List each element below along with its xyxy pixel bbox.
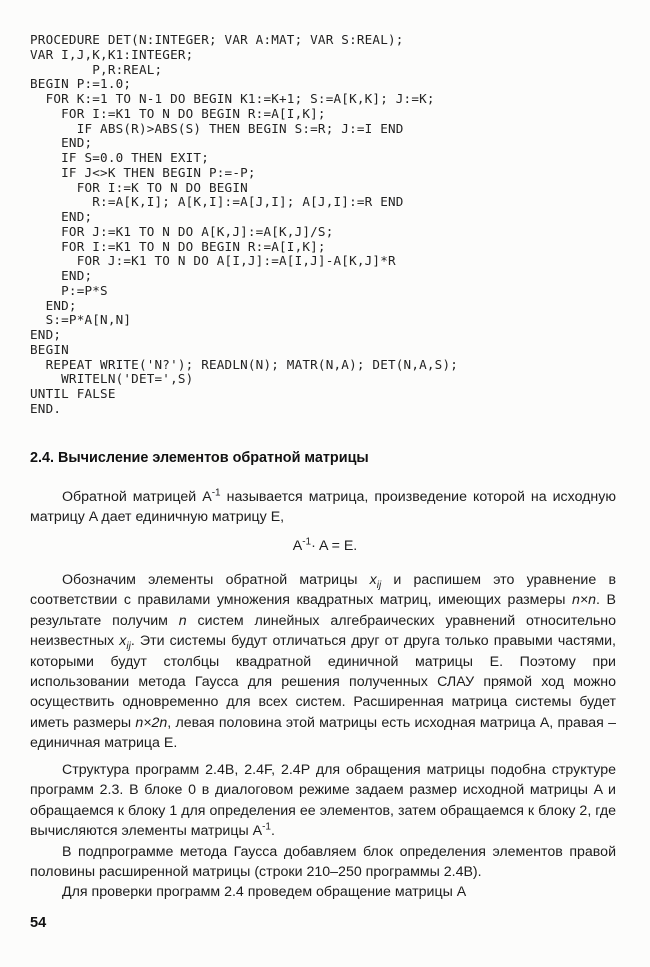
paragraph-text: . Эти системы будут отличаться друг от друга только правыми частями, которыми будут столбцы квадратной единичной матрицы E. Поэтому при использовании метода Гаусса для решения полученных СЛАУ прямой ход можно осуществить одновременно для всех систем. Расширенная матрица системы будет иметь размеры xyxy=(30,633,616,731)
code-line: FOR I:=K TO N DO BEGIN xyxy=(30,179,248,195)
code-line: END; xyxy=(30,268,93,283)
code-line: FOR K:=1 TO N-1 DO BEGIN K1:=K+1; S:=A[K,K]; J:=K; xyxy=(30,91,435,106)
paragraph-text: В подпрограмме метода Гаусса добавляем блок определения элементов правой половины расширенной матрицы (строки 210–250 программы 2.4B). xyxy=(30,844,616,881)
paragraph-text: , левая половина этой матрицы есть исходная матрица A, правая – единичная матрица E. xyxy=(30,714,616,752)
code-line: END; xyxy=(30,297,77,313)
math-variable: x xyxy=(119,633,127,650)
formula-superscript: -1 xyxy=(302,536,312,548)
math-variable: x xyxy=(369,572,377,588)
code-line: END; xyxy=(30,327,62,342)
page-number: 54 xyxy=(30,915,47,931)
code-line: FOR J:=K1 TO N DO A[I,J]:=A[I,J]-A[K,J]*R xyxy=(30,253,396,269)
code-line: P,R:REAL; xyxy=(30,61,163,77)
code-line: UNTIL FALSE xyxy=(30,386,116,401)
code-line: FOR I:=K1 TO N DO BEGIN R:=A[I,K]; xyxy=(30,105,326,121)
code-line: IF J<>K THEN BEGIN P:=-P; xyxy=(30,164,256,180)
formula-term: A xyxy=(292,538,303,554)
formula-inverse xyxy=(0,538,650,554)
code-line: WRITELN('DET=',S) xyxy=(30,371,194,387)
code-line: IF ABS(R)>ABS(S) THEN BEGIN S:=R; J:=I END xyxy=(30,120,404,136)
math-subscript: ij xyxy=(126,641,131,653)
code-line: VAR I,J,K,K1:INTEGER; xyxy=(30,46,194,62)
paragraph-text: . xyxy=(270,823,275,840)
code-line: IF S=0.0 THEN EXIT; xyxy=(30,150,209,165)
math-variable: n xyxy=(178,612,187,629)
paragraph-text: Структура программ 2.4B, 2.4F, 2.4P для обращения матрицы подобна структуре программ 2.3. В блоке 0 в диалоговом режиме задаем размер исходной матрицы A и обращаемся к блоку 1 для определения ее элементов, затем обращаемся к блоку 2, где вычисляются элементы матрицы A xyxy=(30,762,616,840)
paragraph-text: Обратной матрицей A xyxy=(62,489,212,505)
paragraph-check xyxy=(30,882,616,902)
code-line: R:=A[K,I]; A[K,I]:=A[J,I]; A[J,I]:=R END xyxy=(30,194,404,210)
code-line: BEGIN xyxy=(30,341,69,357)
paragraph-program-structure xyxy=(30,760,616,842)
code-line: END. xyxy=(30,400,62,416)
code-line: P:=P*S xyxy=(30,282,108,298)
paragraph-text: систем линейных алгебраических уравнений относительно неизвестных xyxy=(30,612,616,650)
formula-term: · A = E. xyxy=(311,538,358,554)
code-line: BEGIN P:=1.0; xyxy=(30,76,132,92)
paragraph-inverse-definition xyxy=(30,487,616,528)
math-variable: n×2n xyxy=(135,714,168,731)
paragraph-text: называется матрица, произведение которой на исходную матрицу A дает единичную матрицу E, xyxy=(30,489,616,526)
paragraph-text: Для проверки программ 2.4 проведем обращение матрицы A xyxy=(62,884,467,900)
paragraph-linear-systems xyxy=(30,570,616,754)
paragraph-text: Обозначим элементы обратной матрицы xyxy=(62,572,370,588)
superscript: -1 xyxy=(211,487,221,499)
code-line: END; xyxy=(30,135,93,151)
superscript: -1 xyxy=(262,821,271,833)
code-line: REPEAT WRITE('N?'); READLN(N); MATR(N,A); DET(N,A,S); xyxy=(30,356,459,372)
paragraph-gauss-subroutine xyxy=(30,842,616,883)
pascal-code-listing xyxy=(30,33,630,417)
code-line: FOR I:=K1 TO N DO BEGIN R:=A[I,K]; xyxy=(30,238,326,254)
paragraph-text: . В результате получим xyxy=(30,592,616,629)
math-subscript: ij xyxy=(376,579,382,591)
code-line: FOR J:=K1 TO N DO A[K,J]:=A[K,J]/S; xyxy=(30,223,334,239)
math-variable: n×n xyxy=(571,592,597,609)
paragraph-text: и распишем это уравнение в соответствии с правилами умножения квадратных матриц, имеющих размеры xyxy=(30,572,616,609)
code-line: PROCEDURE DET(N:INTEGER; VAR A:MAT; VAR S:REAL); xyxy=(30,32,404,47)
section-heading: 2.4. Вычисление элементов обратной матрицы xyxy=(30,450,369,466)
code-line: END; xyxy=(30,209,93,224)
code-line: S:=P*A[N,N] xyxy=(30,312,132,328)
